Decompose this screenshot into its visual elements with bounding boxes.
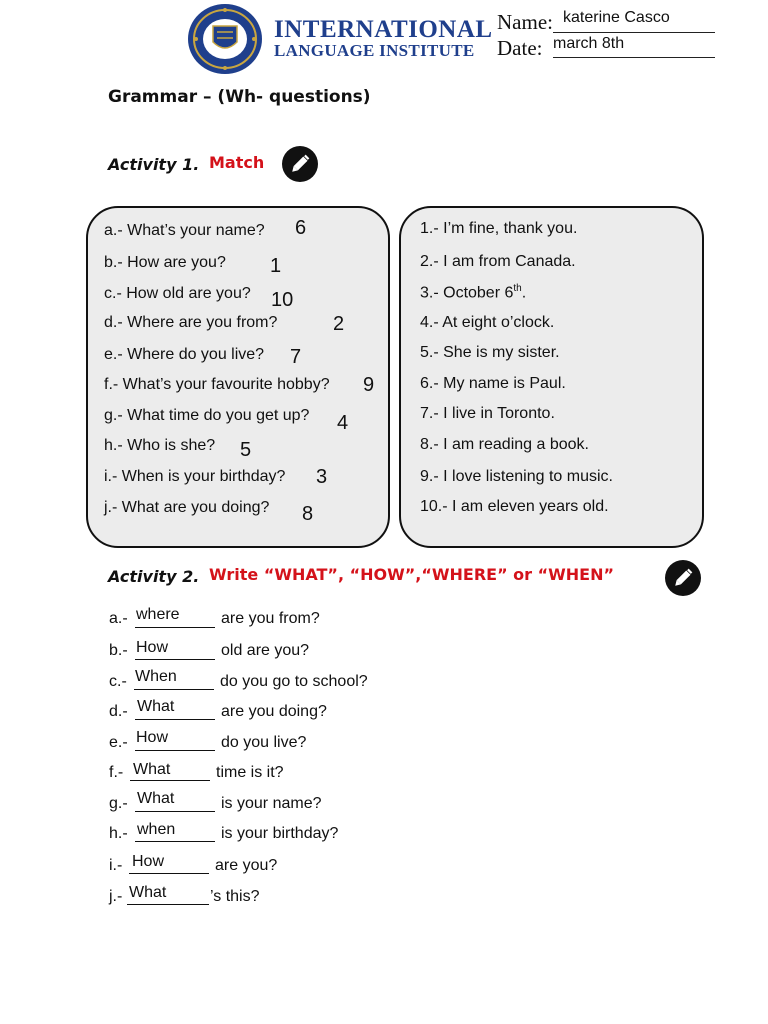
name-line xyxy=(553,32,715,33)
question-e: e.- Where do you live? xyxy=(104,346,265,363)
question-f: f.- What’s your favourite hobby? xyxy=(104,376,330,393)
answer-j: 8 xyxy=(302,503,314,525)
activity2-label: Activity 2. xyxy=(108,567,200,586)
date-line xyxy=(553,57,715,58)
item-g-text: is your name? xyxy=(221,795,322,812)
answer-e: 7 xyxy=(290,346,302,368)
name-label: Name: xyxy=(497,10,553,34)
item-f-blank xyxy=(130,780,210,781)
response-7: 7.- I live in Toronto. xyxy=(420,405,555,422)
name-value: katerine Casco xyxy=(563,9,670,26)
item-a-letter: a.- xyxy=(109,610,128,627)
item-g-answer: What xyxy=(137,790,175,807)
answer-a: 6 xyxy=(295,217,307,239)
item-c-answer: When xyxy=(135,668,177,685)
item-c-letter: c.- xyxy=(109,673,127,690)
question-g: g.- What time do you get up? xyxy=(104,407,310,424)
answer-i: 3 xyxy=(316,466,328,488)
question-c: c.- How old are you? xyxy=(104,285,251,302)
item-c-blank xyxy=(134,689,214,690)
item-d-answer: What xyxy=(137,698,175,715)
activity1-label: Activity 1. xyxy=(108,155,200,174)
item-b-blank xyxy=(135,659,215,660)
item-i-letter: i.- xyxy=(109,857,123,874)
activity1-instruction: Match xyxy=(209,153,265,172)
item-i-blank xyxy=(129,873,209,874)
question-a: a.- What’s your name? xyxy=(104,222,265,239)
item-h-text: is your birthday? xyxy=(221,825,339,842)
answer-d: 2 xyxy=(333,313,345,335)
answer-b: 1 xyxy=(270,255,282,277)
item-h-blank xyxy=(135,841,215,842)
item-j-letter: j.- xyxy=(109,888,123,905)
activity2-instruction: Write “WHAT”, “HOW”,“WHERE” or “WHEN” xyxy=(209,565,614,584)
item-a-blank xyxy=(135,627,215,628)
question-d: d.- Where are you from? xyxy=(104,314,278,331)
item-e-letter: e.- xyxy=(109,734,128,751)
answer-c: 10 xyxy=(271,289,294,311)
item-f-answer: What xyxy=(133,761,171,778)
item-h-letter: h.- xyxy=(109,825,128,842)
pencil-icon xyxy=(665,560,701,596)
response-4: 4.- At eight o’clock. xyxy=(420,314,555,331)
answer-f: 9 xyxy=(363,374,375,396)
response-5: 5.- She is my sister. xyxy=(420,344,560,361)
question-b: b.- How are you? xyxy=(104,254,226,271)
item-j-blank xyxy=(127,904,209,905)
item-b-letter: b.- xyxy=(109,642,128,659)
question-i: i.- When is your birthday? xyxy=(104,468,286,485)
page-title: Grammar – (Wh- questions) xyxy=(108,87,371,107)
item-b-text: old are you? xyxy=(221,642,310,659)
question-h: h.- Who is she? xyxy=(104,437,216,454)
answer-g: 4 xyxy=(337,412,349,434)
institute-name-line2: LANGUAGE INSTITUTE xyxy=(274,41,475,60)
item-d-letter: d.- xyxy=(109,703,128,720)
item-j-text: ’s this? xyxy=(210,888,260,905)
item-g-blank xyxy=(135,811,215,812)
item-d-text: are you doing? xyxy=(221,703,327,720)
item-e-answer: How xyxy=(136,729,169,746)
item-f-text: time is it? xyxy=(216,764,284,781)
response-3: 3.- October 6th. xyxy=(420,283,527,302)
item-c-text: do you go to school? xyxy=(220,673,368,690)
response-1: 1.- I’m fine, thank you. xyxy=(420,220,578,237)
item-e-blank xyxy=(135,750,215,751)
item-b-answer: How xyxy=(136,639,169,656)
response-9: 9.- I love listening to music. xyxy=(420,468,613,485)
item-a-text: are you from? xyxy=(221,610,320,627)
response-10: 10.- I am eleven years old. xyxy=(420,498,609,515)
item-j-answer: What xyxy=(129,884,167,901)
item-i-text: are you? xyxy=(215,857,278,874)
institute-name-line1: INTERNATIONAL xyxy=(274,16,493,43)
pencil-icon xyxy=(282,146,318,182)
item-d-blank xyxy=(135,719,215,720)
item-e-text: do you live? xyxy=(221,734,307,751)
answer-h: 5 xyxy=(240,439,252,461)
response-8: 8.- I am reading a book. xyxy=(420,436,589,453)
item-a-answer: where xyxy=(136,606,180,623)
response-2: 2.- I am from Canada. xyxy=(420,253,576,270)
university-seal-logo xyxy=(186,2,264,76)
item-f-letter: f.- xyxy=(109,764,124,781)
date-label: Date: xyxy=(497,36,543,60)
item-i-answer: How xyxy=(132,853,165,870)
date-value: march 8th xyxy=(553,35,625,52)
question-j: j.- What are you doing? xyxy=(104,499,270,516)
item-g-letter: g.- xyxy=(109,795,128,812)
item-h-answer: when xyxy=(137,821,176,838)
response-6: 6.- My name is Paul. xyxy=(420,375,566,392)
